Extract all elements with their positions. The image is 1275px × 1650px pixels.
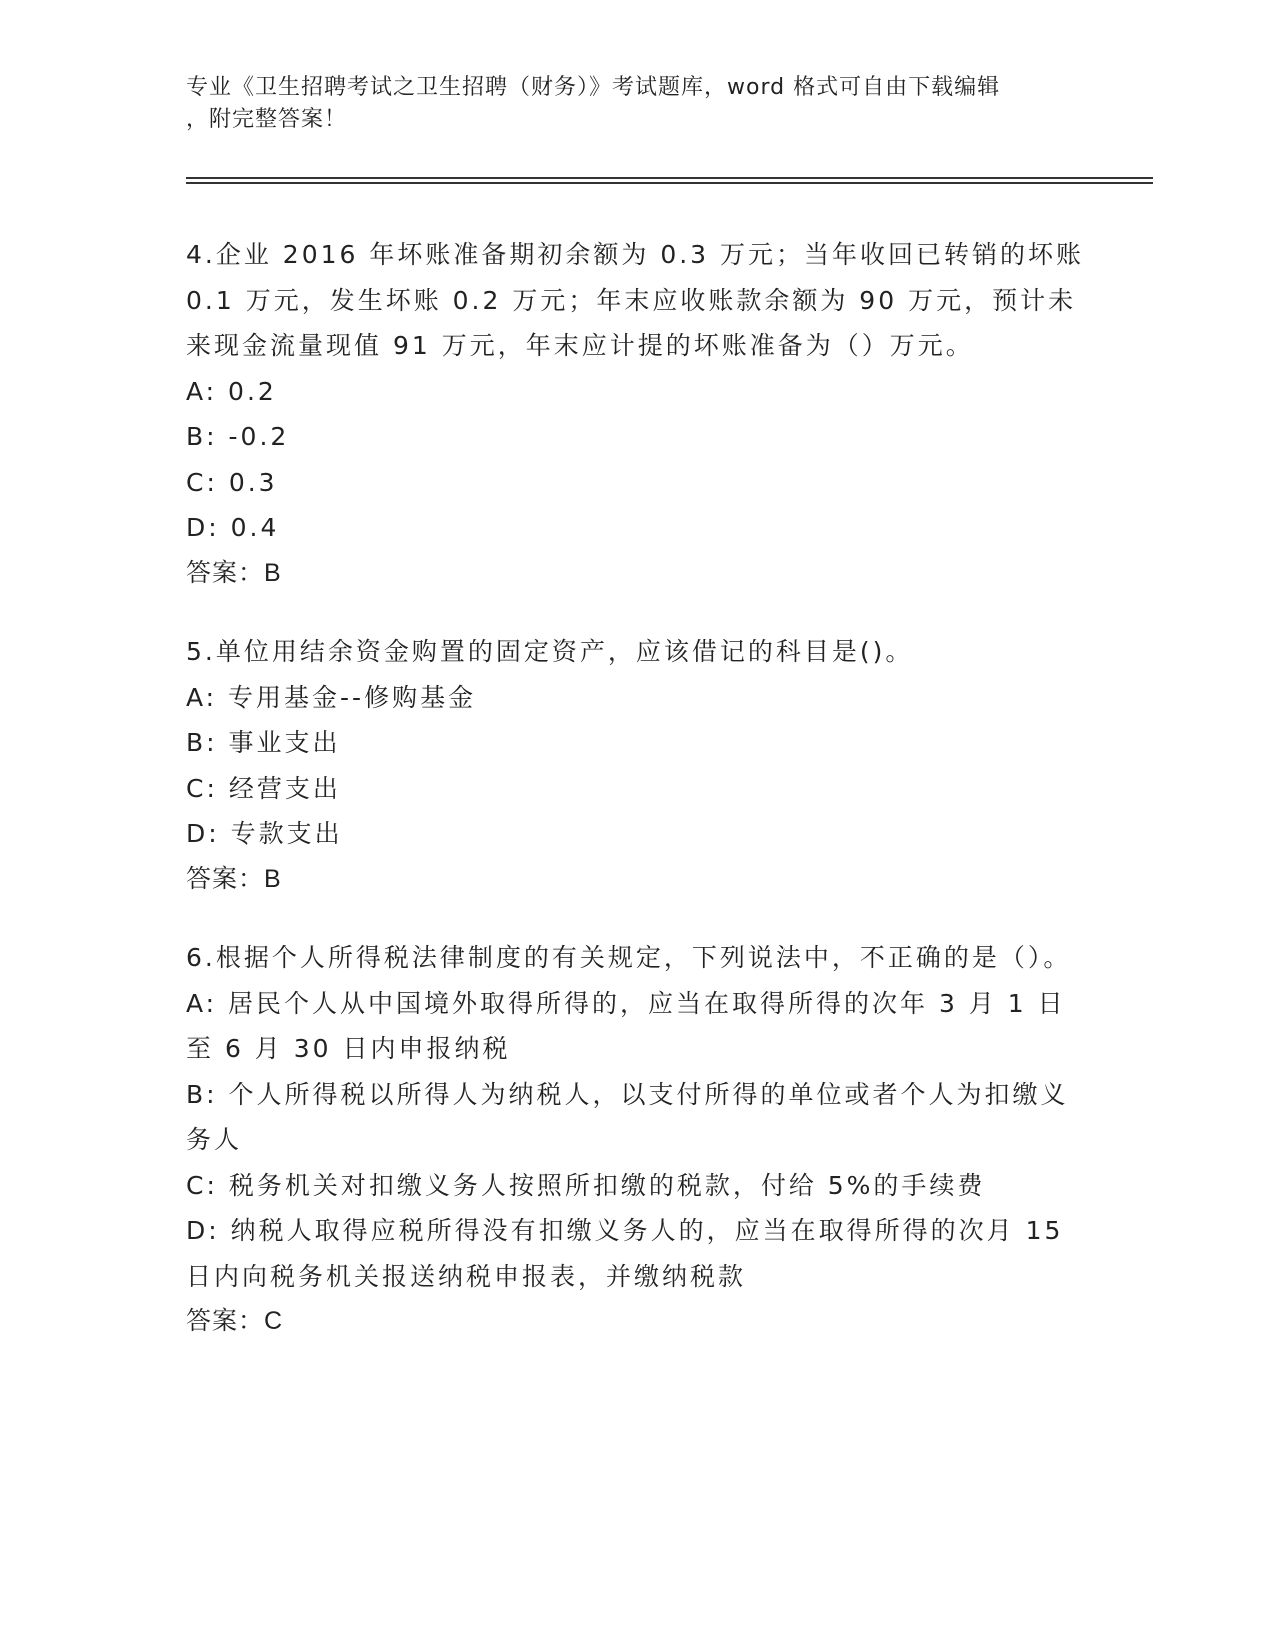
option-d: D: 纳税人取得应税所得没有扣缴义务人的，应当在取得所得的次月 15 日内向税务机关报送纳税申报表，并缴纳税款 bbox=[186, 1216, 1064, 1291]
question-6 bbox=[186, 935, 1086, 1345]
option-a: A: 居民个人从中国境外取得所得的，应当在取得所得的次年 3 月 1 日至 6 月 30 日内申报纳税 bbox=[186, 988, 1066, 1063]
option-d: D: 专款支出 bbox=[186, 819, 343, 848]
header-divider-top bbox=[186, 177, 1153, 179]
question-stem: 4.企业 2016 年坏账准备期初余额为 0.3 万元；当年收回已转销的坏账 0.1 万元，发生坏账 0.2 万元；年末应收账款余额为 90 万元，预计未来现金流量现值 91 万元，年末应计提的坏账准备为（）万元。 bbox=[186, 240, 1085, 360]
question-stem: 5.单位用结余资金购置的固定资产，应该借记的科目是()。 bbox=[186, 637, 914, 666]
header-title-line-1: 专业《卫生招聘考试之卫生招聘（财务）》考试题库，word 格式可自由下载编辑 bbox=[186, 75, 1001, 100]
option-a: A: 专用基金--修购基金 bbox=[186, 682, 477, 712]
question-list bbox=[186, 232, 1086, 1378]
option-b: B: 个人所得税以所得人为纳税人，以支付所得的单位或者个人为扣缴义务人 bbox=[186, 1079, 1069, 1154]
question-stem: 6.根据个人所得税法律制度的有关规定，下列说法中，不正确的是（）。 bbox=[186, 943, 1072, 972]
answer: 答案：C bbox=[186, 1307, 284, 1335]
answer: 答案：B bbox=[186, 558, 282, 587]
answer: 答案：B bbox=[186, 864, 282, 893]
header-divider-bottom bbox=[186, 182, 1153, 184]
question-5 bbox=[186, 629, 1086, 902]
document-header bbox=[186, 72, 1086, 136]
option-b: B: 事业支出 bbox=[186, 728, 341, 757]
option-d: D: 0.4 bbox=[186, 513, 280, 542]
option-a: A: 0.2 bbox=[186, 376, 277, 406]
option-b: B: -0.2 bbox=[186, 422, 290, 451]
option-c: C: 0.3 bbox=[186, 467, 278, 497]
option-c: C: 经营支出 bbox=[186, 773, 341, 803]
question-4 bbox=[186, 232, 1086, 596]
option-c: C: 税务机关对扣缴义务人按照所扣缴的税款，付给 5%的手续费 bbox=[186, 1170, 986, 1200]
header-title-line-2: ，附完整答案！ bbox=[186, 107, 348, 132]
